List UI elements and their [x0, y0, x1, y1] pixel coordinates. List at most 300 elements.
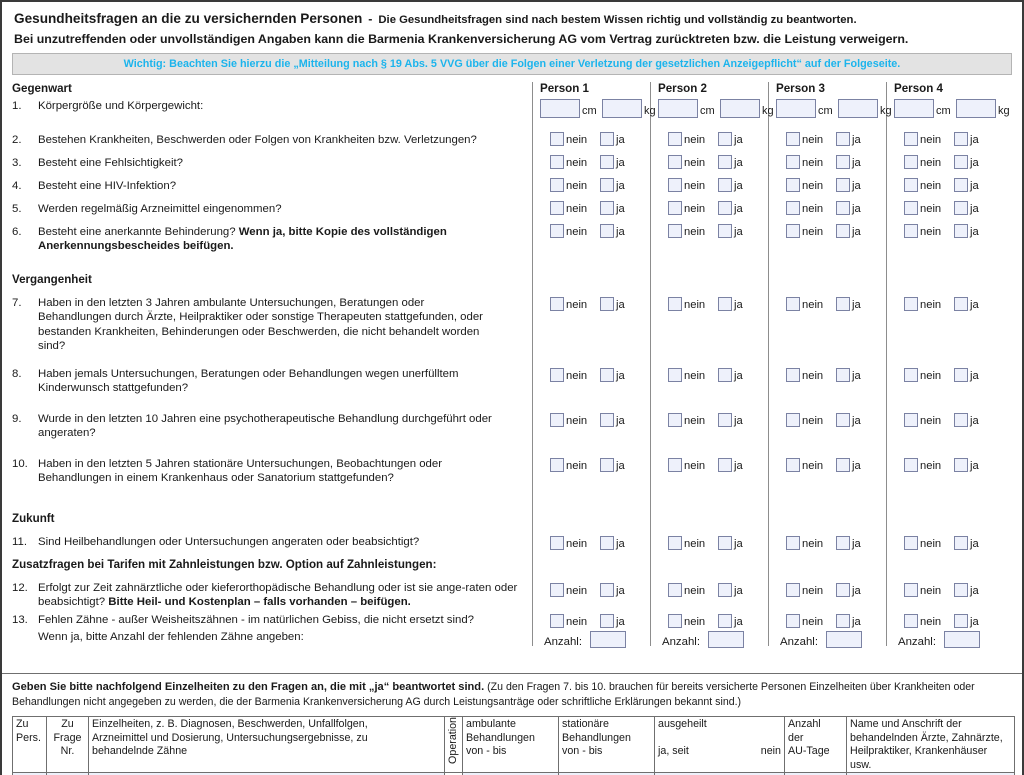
- checkbox-ja-q9-person-1[interactable]: [600, 413, 614, 427]
- question-row-4: [12, 179, 528, 193]
- col-header-line: Behandlungen: [466, 731, 535, 744]
- checkbox-nein-q5-person-4[interactable]: [904, 201, 918, 215]
- checkbox-ja-q4-person-2[interactable]: [718, 178, 732, 192]
- checkbox-nein-q8-person-1[interactable]: [550, 368, 564, 382]
- details-instruction-note: [12, 680, 1014, 710]
- checkbox-ja-q12-person-4[interactable]: [954, 583, 968, 597]
- checkbox-ja-q8-person-1[interactable]: [600, 368, 614, 382]
- label-nein: nein: [920, 157, 942, 169]
- label-ja: ja: [616, 203, 625, 215]
- question-number: 6.: [12, 226, 22, 238]
- label-nein: nein: [684, 585, 706, 597]
- important-notice-banner: Wichtig: Beachten Sie hierzu die „Mitteilung nach § 19 Abs. 5 VVG über die Folgen einer Verletzung der gesetzlichen Anzeigepflicht“ auf der Folgeseite.: [12, 53, 1012, 75]
- label-nein: nein: [802, 299, 824, 311]
- label-ja: ja: [852, 415, 861, 427]
- label-ja: ja: [970, 538, 979, 550]
- question-number: 11.: [12, 536, 27, 548]
- label-nein: nein: [566, 370, 588, 382]
- col-header-anzahl-au-tage: [785, 717, 847, 773]
- question-text: Fehlen Zähne - außer Weisheitszähnen - im natürlichen Gebiss, die nicht ersetzt sind?: [38, 614, 475, 626]
- col-header-ausgeheilt: [655, 717, 785, 773]
- col-header-line: Name und Anschrift der: [850, 718, 962, 730]
- form-header: [2, 2, 1022, 47]
- label-ja: ja: [852, 538, 861, 550]
- unit-cm-label: cm: [936, 105, 951, 117]
- teeth-count-input-person-4[interactable]: [944, 631, 980, 648]
- checkbox-nein-q12-person-4[interactable]: [904, 583, 918, 597]
- label-nein: nein: [802, 370, 824, 382]
- label-ja: ja: [970, 203, 979, 215]
- label-nein: nein: [566, 226, 588, 238]
- checkbox-ja-q2-person-4[interactable]: [954, 132, 968, 146]
- label-nein: nein: [684, 299, 706, 311]
- question-text: Besteht eine Fehlsichtigkeit?: [38, 157, 183, 169]
- checkbox-ja-q11-person-1[interactable]: [600, 536, 614, 550]
- checkbox-nein-q3-person-3[interactable]: [786, 155, 800, 169]
- label-ja: ja: [616, 134, 625, 146]
- col-header-line: [658, 732, 781, 746]
- label-ja: ja: [616, 157, 625, 169]
- question-row-6: [12, 225, 528, 254]
- label-nein: nein: [684, 134, 706, 146]
- unit-kg-label: kg: [998, 105, 1010, 117]
- label-nein: nein: [920, 134, 942, 146]
- label-ja: ja: [970, 180, 979, 192]
- col-header-line: behandelnde Zähne: [92, 745, 188, 758]
- checkbox-ja-q5-person-1[interactable]: [600, 201, 614, 215]
- question-text: Sind Heilbehandlungen oder Untersuchungen angeraten oder beabsichtigt?: [38, 536, 420, 548]
- label-ja: ja: [970, 585, 979, 597]
- weight-input-person-1[interactable]: [602, 99, 642, 118]
- unit-cm-label: cm: [700, 105, 715, 117]
- checkbox-ja-q4-person-3[interactable]: [836, 178, 850, 192]
- label-nein: nein: [684, 415, 706, 427]
- checkbox-ja-q5-person-3[interactable]: [836, 201, 850, 215]
- checkbox-nein-q4-person-1[interactable]: [550, 178, 564, 192]
- checkbox-ja-q6-person-1[interactable]: [600, 224, 614, 238]
- checkbox-nein-q5-person-2[interactable]: [668, 201, 682, 215]
- question-row-8: [12, 367, 528, 396]
- label-nein: nein: [802, 134, 824, 146]
- label-ja: ja: [852, 299, 861, 311]
- question-number: 8.: [12, 368, 22, 380]
- label-ja: ja: [734, 134, 743, 146]
- label-nein: nein: [920, 415, 942, 427]
- question-row-3: [12, 156, 528, 170]
- label-ja: ja: [734, 616, 743, 628]
- section-heading-vergangenheit: Vergangenheit: [12, 273, 92, 286]
- question-text: Wenn ja, bitte Anzahl der fehlenden Zähne angeben:: [38, 631, 304, 643]
- label-nein: nein: [684, 157, 706, 169]
- col-header-einzelheiten: [89, 717, 445, 773]
- checkbox-nein-q13-person-2[interactable]: [668, 614, 682, 628]
- question-row-7: [12, 296, 528, 354]
- details-instruction-rest: (Zu den Fragen 7. bis 10. brauchen für bereits versicherte Personen Einzelheiten über Krankheiten oder Behandlungen nicht angegeben zu werden, die der Barmenia Krankenversicherung AG durch Leistungsanträge oder schriftliche Erklärungen bekannt sind.): [12, 681, 975, 708]
- question-row-10: [12, 457, 528, 486]
- unit-kg-label: kg: [762, 105, 774, 117]
- checkbox-ja-q8-person-4[interactable]: [954, 368, 968, 382]
- label-ja: ja: [616, 415, 625, 427]
- height-input-person-3[interactable]: [776, 99, 816, 118]
- teeth-count-input-person-2[interactable]: [708, 631, 744, 648]
- checkbox-nein-q3-person-2[interactable]: [668, 155, 682, 169]
- checkbox-nein-q8-person-2[interactable]: [668, 368, 682, 382]
- checkbox-nein-q2-person-2[interactable]: [668, 132, 682, 146]
- checkbox-ja-q10-person-2[interactable]: [718, 458, 732, 472]
- unit-cm-label: cm: [818, 105, 833, 117]
- checkbox-nein-q12-person-1[interactable]: [550, 583, 564, 597]
- person-header: Person 1: [540, 82, 589, 95]
- question-number: 4.: [12, 180, 22, 192]
- checkbox-ja-q7-person-4[interactable]: [954, 297, 968, 311]
- col-header-line: von - bis: [466, 745, 507, 758]
- label-ja: ja: [970, 415, 979, 427]
- details-instruction-bold: Geben Sie bitte nachfolgend Einzelheiten zu den Fragen an, die mit „ja“ beantwortet sind.: [12, 681, 485, 693]
- label-ja: ja: [734, 157, 743, 169]
- person-header: Person 4: [894, 82, 943, 95]
- col-header-line: ausgeheilt: [658, 718, 707, 730]
- section-heading-zukunft: Zukunft: [12, 512, 55, 525]
- header-line-1-rest: Die Gesundheitsfragen sind nach bestem Wissen richtig und vollständig zu beantworten.: [378, 14, 857, 26]
- question-row-13-followup: [12, 630, 528, 644]
- checkbox-ja-q10-person-4[interactable]: [954, 458, 968, 472]
- label-ja: ja: [852, 585, 861, 597]
- label-nein: nein: [566, 460, 588, 472]
- checkbox-ja-q7-person-3[interactable]: [836, 297, 850, 311]
- checkbox-ja-q2-person-1[interactable]: [600, 132, 614, 146]
- checkbox-ja-q2-person-2[interactable]: [718, 132, 732, 146]
- checkbox-ja-q10-person-1[interactable]: [600, 458, 614, 472]
- label-nein: nein: [920, 585, 942, 597]
- section-heading-gegenwart: Gegenwart: [12, 82, 72, 95]
- checkbox-ja-q12-person-1[interactable]: [600, 583, 614, 597]
- checkbox-nein-q2-person-4[interactable]: [904, 132, 918, 146]
- question-text: Haben jemals Untersuchungen, Beratungen oder Behandlungen wegen unerfülltem Kinderwunsch stattgefunden?: [38, 368, 459, 395]
- checkbox-ja-q6-person-2[interactable]: [718, 224, 732, 238]
- question-row-11: [12, 535, 528, 549]
- label-ja: ja: [970, 226, 979, 238]
- question-text: Haben in den letzten 5 Jahren stationäre Untersuchungen, Beobachtungen oder Behandlungen in einem Krankenhaus oder Sanatorium stattgefunden?: [38, 458, 443, 485]
- col-header-zu-frage-nr: [47, 717, 89, 773]
- checkbox-nein-q4-person-3[interactable]: [786, 178, 800, 192]
- question-number: 12.: [12, 582, 28, 594]
- col-header-line: Arzneimittel und Dosierung, Untersuchungsergebnisse, zu: [92, 731, 368, 744]
- checkbox-ja-q12-person-2[interactable]: [718, 583, 732, 597]
- checkbox-nein-q11-person-4[interactable]: [904, 536, 918, 550]
- checkbox-ja-q3-person-4[interactable]: [954, 155, 968, 169]
- question-text-plain: Erfolgt zur Zeit zahnärztliche oder kieferorthopädische Behandlung oder ist sie ange-raten oder beabsichtigt?: [38, 582, 518, 609]
- checkbox-nein-q4-person-4[interactable]: [904, 178, 918, 192]
- label-ja: ja: [852, 203, 861, 215]
- checkbox-nein-q5-person-1[interactable]: [550, 201, 564, 215]
- person-header: Person 2: [658, 82, 707, 95]
- question-number: 13.: [12, 614, 28, 626]
- checkbox-ja-q3-person-2[interactable]: [718, 155, 732, 169]
- col-header-line: Behandlungen: [562, 731, 631, 744]
- title-separator: -: [368, 12, 373, 26]
- label-nein: nein: [566, 180, 588, 192]
- checkbox-nein-q9-person-1[interactable]: [550, 413, 564, 427]
- unit-kg-label: kg: [880, 105, 892, 117]
- question-row-1: [12, 99, 528, 113]
- checkbox-nein-q3-person-1[interactable]: [550, 155, 564, 169]
- checkbox-ja-q8-person-3[interactable]: [836, 368, 850, 382]
- label-ja: ja: [852, 460, 861, 472]
- height-input-person-2[interactable]: [658, 99, 698, 118]
- col-header-line: Pers.: [16, 731, 41, 744]
- checkbox-nein-q5-person-3[interactable]: [786, 201, 800, 215]
- label-nein: nein: [920, 226, 942, 238]
- label-nein: nein: [684, 538, 706, 550]
- label-ja: ja: [970, 370, 979, 382]
- header-line-2: Bei unzutreffenden oder unvollständigen Angaben kann die Barmenia Krankenversicherung AG vom Vertrag zurücktreten bzw. die Leistung verweigern.: [14, 32, 909, 46]
- question-text: Körpergröße und Körpergewicht:: [38, 100, 204, 112]
- checkbox-ja-q2-person-3[interactable]: [836, 132, 850, 146]
- label-nein: nein: [566, 616, 588, 628]
- checkbox-ja-q7-person-1[interactable]: [600, 297, 614, 311]
- label-ja: ja: [616, 180, 625, 192]
- label-nein: nein: [566, 415, 588, 427]
- checkbox-ja-q4-person-4[interactable]: [954, 178, 968, 192]
- label-ja: ja: [616, 299, 625, 311]
- checkbox-ja-q13-person-3[interactable]: [836, 614, 850, 628]
- checkbox-nein-q2-person-1[interactable]: [550, 132, 564, 146]
- checkbox-ja-q6-person-3[interactable]: [836, 224, 850, 238]
- weight-input-person-3[interactable]: [838, 99, 878, 118]
- col-header-line: Nr.: [60, 745, 75, 758]
- col-header-ambulante-behandlungen: [463, 717, 559, 773]
- question-number: [12, 630, 38, 644]
- checkbox-ja-q5-person-4[interactable]: [954, 201, 968, 215]
- question-text: [38, 581, 528, 610]
- weight-input-person-2[interactable]: [720, 99, 760, 118]
- checkbox-ja-q13-person-1[interactable]: [600, 614, 614, 628]
- checkbox-nein-q8-person-3[interactable]: [786, 368, 800, 382]
- checkbox-nein-q10-person-1[interactable]: [550, 458, 564, 472]
- col-header-line: Anzahl: [788, 718, 821, 730]
- col-header-line: von - bis: [562, 745, 603, 758]
- checkbox-ja-q11-person-2[interactable]: [718, 536, 732, 550]
- label-nein: nein: [920, 370, 942, 382]
- checkbox-nein-q10-person-2[interactable]: [668, 458, 682, 472]
- horizontal-rule-above-note: [2, 673, 1022, 674]
- label-nein: nein: [802, 538, 824, 550]
- checkbox-nein-q13-person-4[interactable]: [904, 614, 918, 628]
- checkbox-nein-q3-person-4[interactable]: [904, 155, 918, 169]
- col-header-ja-seit: ja, seit: [658, 745, 689, 758]
- label-anzahl: Anzahl:: [544, 636, 582, 648]
- details-table-header-row: [13, 717, 1015, 773]
- details-table: [12, 716, 1015, 775]
- col-header-operation: [445, 717, 463, 773]
- height-input-person-4[interactable]: [894, 99, 934, 118]
- checkbox-ja-q8-person-2[interactable]: [718, 368, 732, 382]
- label-nein: nein: [566, 585, 588, 597]
- label-nein: nein: [684, 203, 706, 215]
- label-ja: ja: [734, 180, 743, 192]
- person-header: Person 3: [776, 82, 825, 95]
- label-ja: ja: [616, 538, 625, 550]
- checkbox-ja-q11-person-4[interactable]: [954, 536, 968, 550]
- col-header-line: Einzelheiten, z. B. Diagnosen, Beschwerden, Unfallfolgen,: [92, 718, 368, 730]
- checkbox-nein-q10-person-4[interactable]: [904, 458, 918, 472]
- label-ja: ja: [734, 226, 743, 238]
- column-separator-1: [532, 82, 533, 646]
- checkbox-nein-q10-person-3[interactable]: [786, 458, 800, 472]
- checkbox-nein-q13-person-1[interactable]: [550, 614, 564, 628]
- checkbox-nein-q7-person-4[interactable]: [904, 297, 918, 311]
- label-ja: ja: [970, 134, 979, 146]
- question-number: 2.: [12, 134, 22, 146]
- label-nein: nein: [802, 616, 824, 628]
- label-ja: ja: [734, 538, 743, 550]
- column-separator-4: [886, 82, 887, 646]
- checkbox-nein-q7-person-2[interactable]: [668, 297, 682, 311]
- label-nein: nein: [920, 460, 942, 472]
- col-header-line: behandelnden Ärzte, Zahnärzte,: [850, 731, 1003, 744]
- label-nein: nein: [802, 226, 824, 238]
- question-number: 7.: [12, 297, 22, 309]
- height-input-person-1[interactable]: [540, 99, 580, 118]
- checkbox-ja-q13-person-2[interactable]: [718, 614, 732, 628]
- label-ja: ja: [852, 370, 861, 382]
- checkbox-nein-q6-person-2[interactable]: [668, 224, 682, 238]
- checkbox-nein-q6-person-4[interactable]: [904, 224, 918, 238]
- label-ja: ja: [734, 585, 743, 597]
- col-header-line: Zu: [16, 718, 29, 730]
- checkbox-nein-q6-person-3[interactable]: [786, 224, 800, 238]
- weight-input-person-4[interactable]: [956, 99, 996, 118]
- checkbox-nein-q9-person-3[interactable]: [786, 413, 800, 427]
- checkbox-ja-q3-person-1[interactable]: [600, 155, 614, 169]
- label-ja: ja: [616, 226, 625, 238]
- label-nein: nein: [920, 203, 942, 215]
- col-header-line: Zu: [61, 718, 74, 730]
- label-ja: ja: [970, 157, 979, 169]
- label-ja: ja: [734, 370, 743, 382]
- label-nein: nein: [684, 460, 706, 472]
- checkbox-nein-q13-person-3[interactable]: [786, 614, 800, 628]
- question-text-plain: Besteht eine anerkannte Behinderung?: [38, 226, 239, 238]
- label-nein: nein: [802, 203, 824, 215]
- unit-cm-label: cm: [582, 105, 597, 117]
- question-text: Wurde in den letzten 10 Jahren eine psychotherapeutische Behandlung durchgeführt oder angeraten?: [38, 413, 492, 440]
- col-header-line: der: [788, 731, 804, 744]
- col-header-zu-pers: [13, 717, 47, 773]
- question-number: 1.: [12, 100, 22, 112]
- question-text: Werden regelmäßig Arzneimittel eingenommen?: [38, 203, 282, 215]
- teeth-count-input-person-1[interactable]: [590, 631, 626, 648]
- checkbox-nein-q2-person-3[interactable]: [786, 132, 800, 146]
- label-nein: nein: [684, 180, 706, 192]
- checkbox-nein-q11-person-1[interactable]: [550, 536, 564, 550]
- col-header-name-anschrift: [847, 717, 1015, 773]
- label-nein: nein: [566, 157, 588, 169]
- checkbox-nein-q12-person-2[interactable]: [668, 583, 682, 597]
- label-anzahl: Anzahl:: [662, 636, 700, 648]
- teeth-count-input-person-3[interactable]: [826, 631, 862, 648]
- col-header-line: Heilpraktiker, Krankenhäuser usw.: [850, 745, 988, 771]
- question-text-bold: Bitte Heil- und Kostenplan – falls vorhanden – beifügen.: [108, 596, 411, 609]
- checkbox-nein-q12-person-3[interactable]: [786, 583, 800, 597]
- label-ja: ja: [734, 203, 743, 215]
- label-nein: nein: [802, 585, 824, 597]
- label-ja: ja: [734, 460, 743, 472]
- checkbox-nein-q8-person-4[interactable]: [904, 368, 918, 382]
- checkbox-ja-q11-person-3[interactable]: [836, 536, 850, 550]
- question-text: Haben in den letzten 3 Jahren ambulante Untersuchungen, Beratungen oder Behandlungen durch Ärzte, Heilpraktiker oder sonstige Therapeuten stattgefunden, oder bestanden Krankheiten, Behinderungen oder Beschwerden, die nicht behandelt worden sind?: [38, 297, 483, 353]
- col-header-line: stationäre: [562, 718, 609, 730]
- checkbox-nein-q9-person-2[interactable]: [668, 413, 682, 427]
- question-text: Besteht eine HIV-Infektion?: [38, 180, 177, 192]
- checkbox-ja-q12-person-3[interactable]: [836, 583, 850, 597]
- col-header-line-vertical: Operation: [447, 717, 459, 764]
- label-nein: nein: [920, 180, 942, 192]
- checkbox-ja-q6-person-4[interactable]: [954, 224, 968, 238]
- col-header-line: Frage: [53, 731, 82, 744]
- label-ja: ja: [852, 180, 861, 192]
- checkbox-nein-q9-person-4[interactable]: [904, 413, 918, 427]
- label-anzahl: Anzahl:: [780, 636, 818, 648]
- form-title: Gesundheitsfragen an die zu versichernden Personen: [14, 11, 363, 26]
- label-ja: ja: [852, 134, 861, 146]
- checkbox-nein-q7-person-3[interactable]: [786, 297, 800, 311]
- col-header-line: ambulante: [466, 718, 516, 730]
- section-heading-zusatzfragen: Zusatzfragen bei Tarifen mit Zahnleistungen bzw. Option auf Zahnleistungen:: [12, 558, 437, 571]
- label-nein: nein: [684, 226, 706, 238]
- checkbox-nein-q11-person-3[interactable]: [786, 536, 800, 550]
- checkbox-nein-q6-person-1[interactable]: [550, 224, 564, 238]
- question-row-13: [12, 613, 528, 627]
- label-nein: nein: [566, 134, 588, 146]
- question-row-5: [12, 202, 528, 216]
- label-nein: nein: [684, 370, 706, 382]
- checkbox-ja-q10-person-3[interactable]: [836, 458, 850, 472]
- question-row-2: [12, 133, 528, 147]
- question-row-9: [12, 412, 528, 441]
- label-nein: nein: [920, 538, 942, 550]
- checkbox-ja-q9-person-4[interactable]: [954, 413, 968, 427]
- checkbox-nein-q11-person-2[interactable]: [668, 536, 682, 550]
- col-header-line: AU-Tage: [788, 745, 830, 758]
- checkbox-ja-q3-person-3[interactable]: [836, 155, 850, 169]
- checkbox-ja-q4-person-1[interactable]: [600, 178, 614, 192]
- checkbox-ja-q13-person-4[interactable]: [954, 614, 968, 628]
- unit-kg-label: kg: [644, 105, 656, 117]
- checkbox-nein-q4-person-2[interactable]: [668, 178, 682, 192]
- label-nein: nein: [802, 180, 824, 192]
- col-header-line-row: [658, 745, 781, 759]
- label-ja: ja: [970, 616, 979, 628]
- col-header-stationaere-behandlungen: [559, 717, 655, 773]
- checkbox-ja-q5-person-2[interactable]: [718, 201, 732, 215]
- label-ja: ja: [852, 616, 861, 628]
- col-header-nein: nein: [760, 745, 781, 758]
- label-ja: ja: [616, 585, 625, 597]
- question-text-bold: Wenn ja, bitte Kopie des vollständigen Anerkennungsbescheides beifügen.: [38, 226, 447, 253]
- checkbox-ja-q9-person-2[interactable]: [718, 413, 732, 427]
- checkbox-ja-q7-person-2[interactable]: [718, 297, 732, 311]
- label-ja: ja: [970, 460, 979, 472]
- checkbox-ja-q9-person-3[interactable]: [836, 413, 850, 427]
- label-nein: nein: [566, 538, 588, 550]
- question-number: 10.: [12, 458, 28, 470]
- checkbox-nein-q7-person-1[interactable]: [550, 297, 564, 311]
- label-nein: nein: [802, 415, 824, 427]
- question-row-12: [12, 581, 528, 610]
- question-number: 3.: [12, 157, 22, 169]
- label-ja: ja: [852, 157, 861, 169]
